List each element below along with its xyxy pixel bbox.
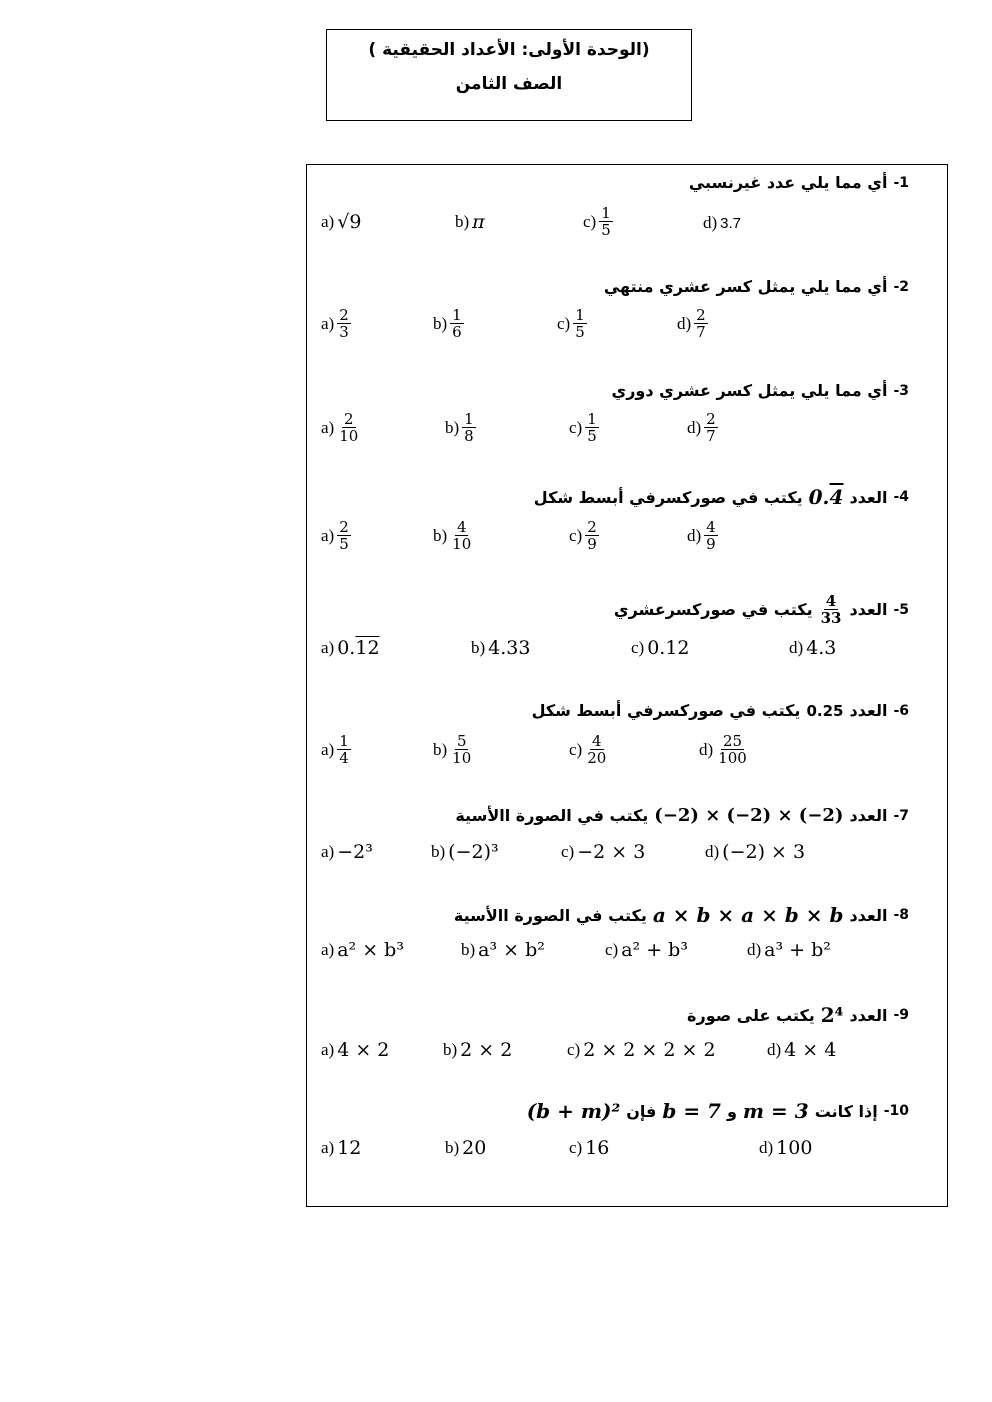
question-stem: العدد (−2) × (−2) × (−2) يكتب في الصورة االأسية -7 bbox=[455, 805, 909, 826]
option-b[interactable]: b) $\frac{1}{8}$ bbox=[445, 410, 474, 445]
option-c[interactable]: c) −2 × 3 bbox=[561, 841, 646, 863]
question-stem: العدد 2⁴ يكتب على صورة -9 bbox=[687, 1003, 909, 1027]
option-d[interactable]: d) 100 bbox=[759, 1137, 813, 1159]
option-b[interactable]: b) $\frac{5}{10}$ bbox=[433, 732, 472, 767]
option-b[interactable]: b) 2 × 2 bbox=[443, 1039, 513, 1061]
option-a[interactable]: a) $\frac{2}{3}$ bbox=[321, 306, 349, 341]
unit-title: (الوحدة الأولى: الأعداد الحقيقية ) bbox=[368, 40, 650, 60]
option-b[interactable]: b) 20 bbox=[445, 1137, 487, 1159]
option-a[interactable]: a) 0.12 bbox=[321, 637, 380, 659]
fraction: $\frac{4}{33}$ bbox=[820, 592, 842, 627]
option-d[interactable]: d) (−2) × 3 bbox=[705, 841, 806, 863]
fraction: $\frac{1}{5}$ bbox=[601, 204, 611, 239]
option-b[interactable]: b) π bbox=[455, 211, 485, 233]
option-d[interactable]: d) 4.3 bbox=[789, 637, 837, 659]
unit-title-box bbox=[326, 29, 692, 121]
option-d[interactable]: d) 4 × 4 bbox=[767, 1039, 837, 1061]
option-b[interactable]: b) $\frac{1}{6}$ bbox=[433, 306, 462, 341]
question-stem: العدد a × b × a × b × b يكتب في الصورة االأسية -8 bbox=[453, 903, 909, 927]
option-c[interactable]: c) $\frac{1}{5}$ bbox=[583, 204, 611, 239]
option-a[interactable]: a) −2³ bbox=[321, 841, 373, 863]
question-stem: أي مما يلي يمثل كسر عشري دوري -3 bbox=[611, 381, 909, 400]
option-b[interactable]: b) $\frac{4}{10}$ bbox=[433, 518, 472, 553]
option-a[interactable]: a) a² × b³ bbox=[321, 939, 404, 961]
question-stem: العدد $\frac{4}{33}$ يكتب في صوركسرعشري -5 bbox=[613, 592, 909, 627]
option-c[interactable]: c) $\frac{1}{5}$ bbox=[557, 306, 585, 341]
option-d[interactable]: d) $\frac{25}{100}$ bbox=[699, 732, 747, 767]
option-c[interactable]: c) 0.12 bbox=[631, 637, 690, 659]
question-stem: العدد 0.25 يكتب في صوركسرفي أبسط شكل -6 bbox=[531, 701, 909, 720]
option-c[interactable]: c) a² + b³ bbox=[605, 939, 688, 961]
question-stem: أي مما يلي عدد غيرنسبي -1 bbox=[688, 173, 909, 192]
option-d[interactable]: d) 3.7 bbox=[703, 213, 742, 232]
option-c[interactable]: c) 16 bbox=[569, 1137, 610, 1159]
option-d[interactable]: d) $\frac{2}{7}$ bbox=[677, 306, 706, 341]
repeating-decimal: 0.4 bbox=[808, 485, 844, 509]
option-d[interactable]: d) $\frac{4}{9}$ bbox=[687, 518, 716, 553]
option-a[interactable]: a) √9 bbox=[321, 211, 362, 233]
option-b[interactable]: b) a³ × b² bbox=[461, 939, 545, 961]
quiz-box bbox=[306, 164, 948, 1207]
option-a[interactable]: a) $\frac{1}{4}$ bbox=[321, 732, 349, 767]
option-d[interactable]: d) $\frac{2}{7}$ bbox=[687, 410, 716, 445]
question-stem: العدد 0.4 يكتب في صوركسرفي أبسط شكل -4 bbox=[533, 485, 909, 509]
option-b[interactable]: b) (−2)³ bbox=[431, 841, 499, 863]
question-stem: إذا كانت m = 3 و b = 7 فإن (b + m)² -10 bbox=[526, 1099, 909, 1123]
option-a[interactable]: a) 4 × 2 bbox=[321, 1039, 390, 1061]
option-c[interactable]: c) $\frac{2}{9}$ bbox=[569, 518, 597, 553]
option-a[interactable]: a) $\frac{2}{5}$ bbox=[321, 518, 349, 553]
grade-title: الصف الثامن bbox=[455, 74, 563, 94]
option-c[interactable]: c) $\frac{1}{5}$ bbox=[569, 410, 597, 445]
option-a[interactable]: a) $\frac{2}{10}$ bbox=[321, 410, 359, 445]
question-stem: أي مما يلي يمثل كسر عشري منتهي -2 bbox=[603, 277, 909, 296]
option-c[interactable]: c) 2 × 2 × 2 × 2 bbox=[567, 1039, 716, 1061]
option-b[interactable]: b) 4.33 bbox=[471, 637, 531, 659]
option-a[interactable]: a) 12 bbox=[321, 1137, 362, 1159]
option-c[interactable]: c) $\frac{4}{20}$ bbox=[569, 732, 607, 767]
option-d[interactable]: d) a³ + b² bbox=[747, 939, 831, 961]
